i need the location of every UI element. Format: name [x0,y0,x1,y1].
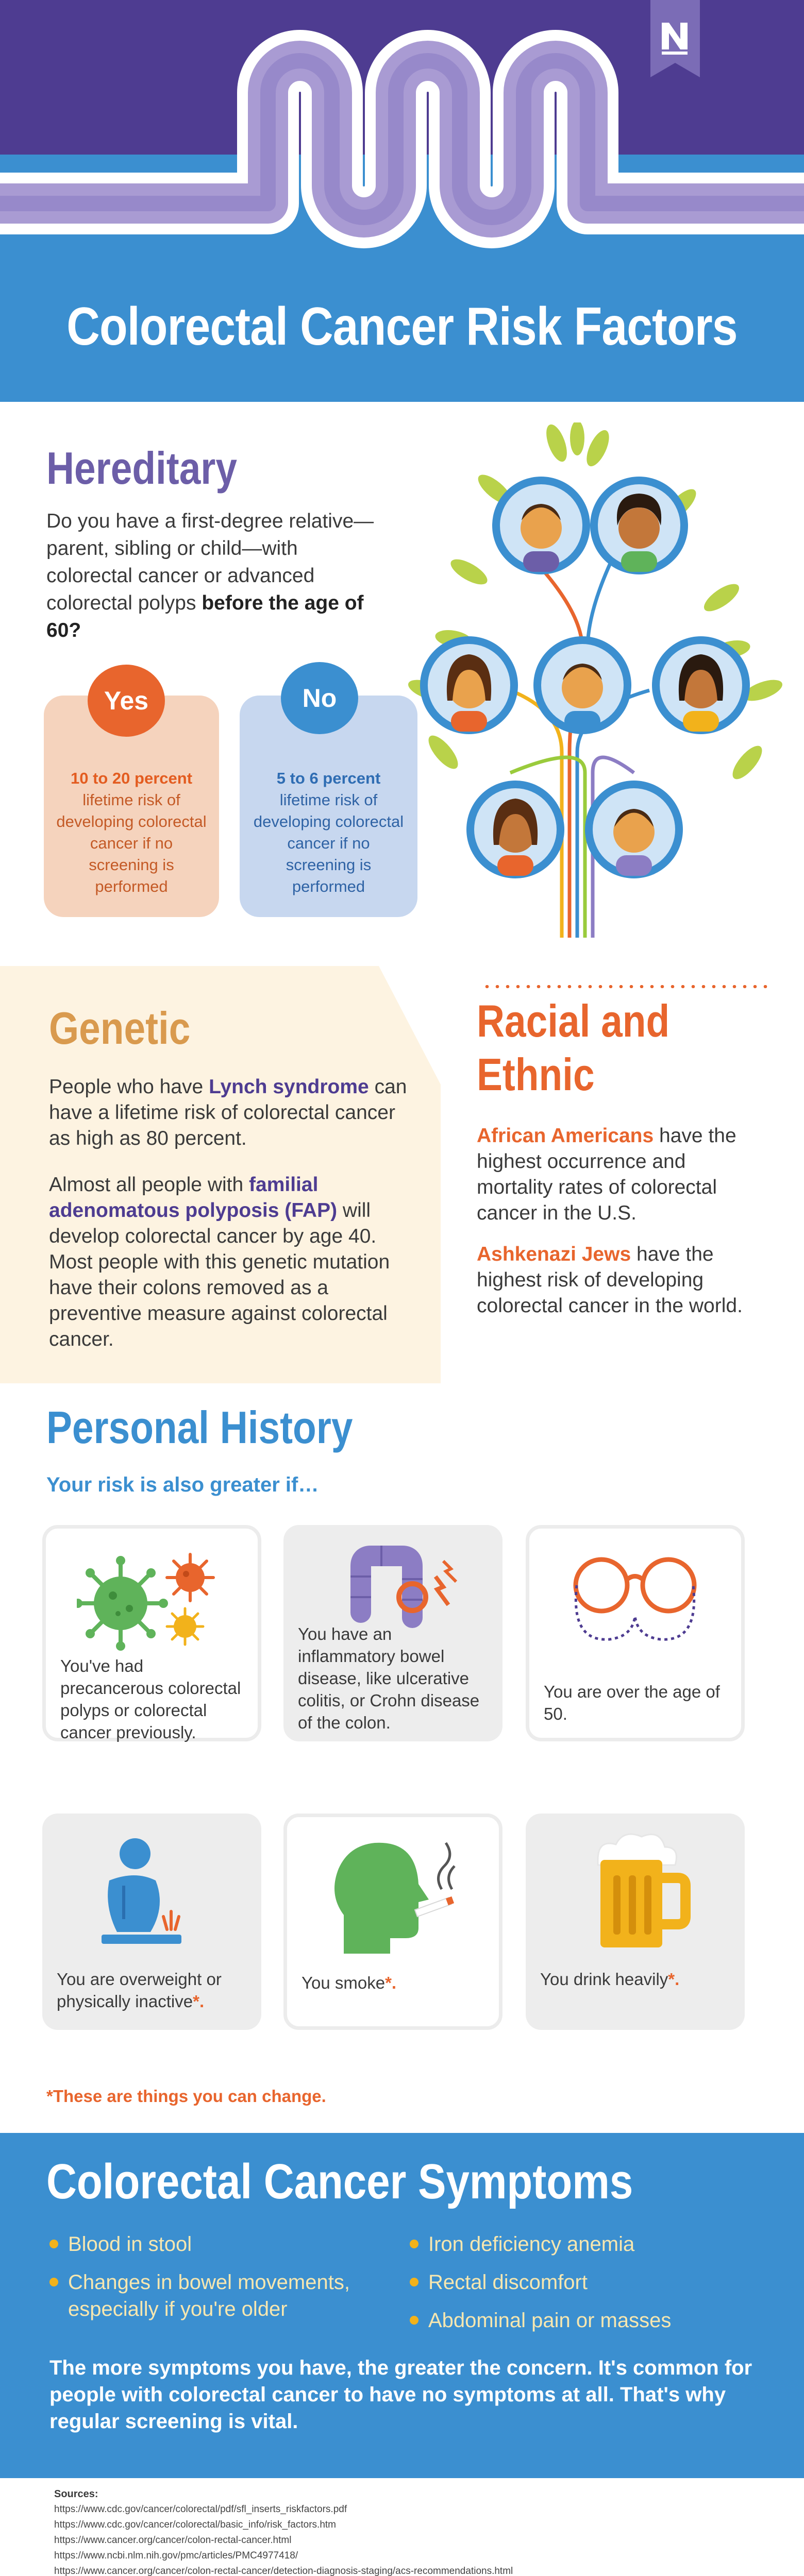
genetic-heading: Genetic [49,1003,191,1054]
hereditary-question [46,507,376,644]
source-link[interactable]: https://www.cancer.org/cancer/colon-rectal-cancer.html [54,2535,292,2546]
symptoms-note: The more symptoms you have, the greater the concern. It's common for people with colorectal cancer to have no symptoms at all. That's why regular screening is vital. [49,2357,752,2433]
changeable-asterisk: *. [193,1992,205,2011]
symptom-item: Rectal discomfort [410,2269,770,2296]
risk-tile-text-body: You drink heavily [540,1970,668,1989]
sources-heading: Sources: [54,2488,98,2500]
risk-tile-text: You have an inflammatory bowel disease, like ulcerative colitis, or Crohn disease of the colon. [298,1624,480,1732]
racial-p1-post: have the highest occurrence and mortality rates of colorectal cancer in the U.S. [477,1125,736,1224]
source-link[interactable]: https://www.cancer.org/cancer/colon-rectal-cancer/detection-diagnosis-staging/acs-recommendations.html [54,2566,513,2576]
symptom-item: Abdominal pain or masses [410,2307,770,2334]
beer-icon [588,1829,691,1953]
racial-p2-post: have the highest risk of developing colorectal cancer in the world. [477,1243,743,1317]
symptom-item: Blood in stool [49,2231,410,2258]
no-bubble: No [281,662,358,734]
hereditary-heading: Hereditary [46,443,238,494]
genetic-p2-post: will develop colorectal cancer by age 40. Most people with this genetic mutation have their colons removed as a preventive measure against colorectal cancer. [49,1199,390,1350]
symptoms-list-left [49,2231,410,2334]
genetic-p2-bold: familial adenomatous polyposis (FAP) [49,1174,338,1222]
no-percent: 5 to 6 percent [276,769,381,787]
risk-tile-text: You've had precancerous colorectal polyps or colorectal cancer previously. [60,1656,241,1742]
symptoms-list-right [410,2231,770,2345]
source-link[interactable]: https://www.cdc.gov/cancer/colorectal/pdf/sfl_inserts_riskfactors.pdf [54,2504,347,2515]
changeable-note: *These are things you can change. [46,2087,326,2106]
racial-heading: Racial and Ethnic [477,995,670,1100]
genetic-p1-post: can have a lifetime risk of colorectal cancer as high as 80 percent. [49,1076,407,1149]
risk-tile-text [301,1972,489,1994]
no-description: lifetime risk of developing colorectal cancer if no screening is performed [253,791,404,895]
yes-bubble: Yes [88,665,165,737]
glasses-icon [565,1554,710,1647]
racial-paragraph-1 [477,1123,765,1226]
symptoms-heading: Colorectal Cancer Symptoms [46,2154,633,2209]
hereditary-question-bold: before the age of 60? [46,592,364,641]
family-tree-icon [392,422,794,938]
smoking-icon [328,1838,462,1956]
racial-p1-bold: African Americans [477,1125,654,1147]
changeable-asterisk: *. [385,1973,397,1992]
genetic-p1-bold: Lynch syndrome [209,1076,369,1098]
genetic-p2-pre: Almost all people with [49,1174,244,1196]
no-card-text [240,768,417,897]
racial-p2-bold: Ashkenazi Jews [477,1243,631,1265]
risk-tile-age [526,1525,745,1741]
risk-tile-text-body: You are overweight or physically inactive [57,1970,222,2011]
source-link[interactable]: https://www.cdc.gov/cancer/colorectal/basic_info/risk_factors.htm [54,2519,337,2530]
risk-tile-drink [526,1814,745,2030]
dotted-divider [482,985,768,988]
yes-card-text [44,768,219,897]
symptom-item: Iron deficiency anemia [410,2231,770,2258]
risk-tile-polyps [42,1525,261,1741]
page-title: Colorectal Cancer Risk Factors [66,297,738,357]
person-scale-icon [94,1834,197,1953]
yes-description: lifetime risk of developing colorectal cancer if no screening is performed [56,791,207,895]
hereditary-question-text: Do you have a first-degree relative—parent, sibling or child—with colorectal cancer or advanced colorectal polyps [46,510,374,614]
polyps-icon [77,1549,221,1652]
genetic-p1-pre: People who have [49,1076,204,1098]
risk-tile-text [57,1968,251,2012]
source-link[interactable]: https://www.ncbi.nlm.nih.gov/pmc/articles/PMC4977418/ [54,2550,298,2561]
yes-percent: 10 to 20 percent [70,769,193,787]
risk-tile-smoke [283,1814,502,2030]
genetic-paragraph-1 [49,1074,420,1151]
changeable-asterisk: *. [668,1970,680,1989]
colon-icon [340,1540,464,1633]
risk-tile-weight [42,1814,261,2030]
risk-tile-text-body: You smoke [301,1973,386,1992]
risk-tile-text [540,1968,734,1990]
symptom-item: Changes in bowel movements, especially if you're older [49,2269,410,2323]
personal-history-heading: Personal History [46,1402,353,1453]
personal-history-subtitle: Your risk is also greater if… [46,1473,319,1496]
genetic-paragraph-2 [49,1172,420,1352]
risk-tile-ibd [283,1525,502,1741]
nm-logo-badge-icon[interactable] [650,0,700,77]
risk-tile-text: You are over the age of 50. [544,1682,720,1723]
racial-paragraph-2 [477,1242,765,1319]
